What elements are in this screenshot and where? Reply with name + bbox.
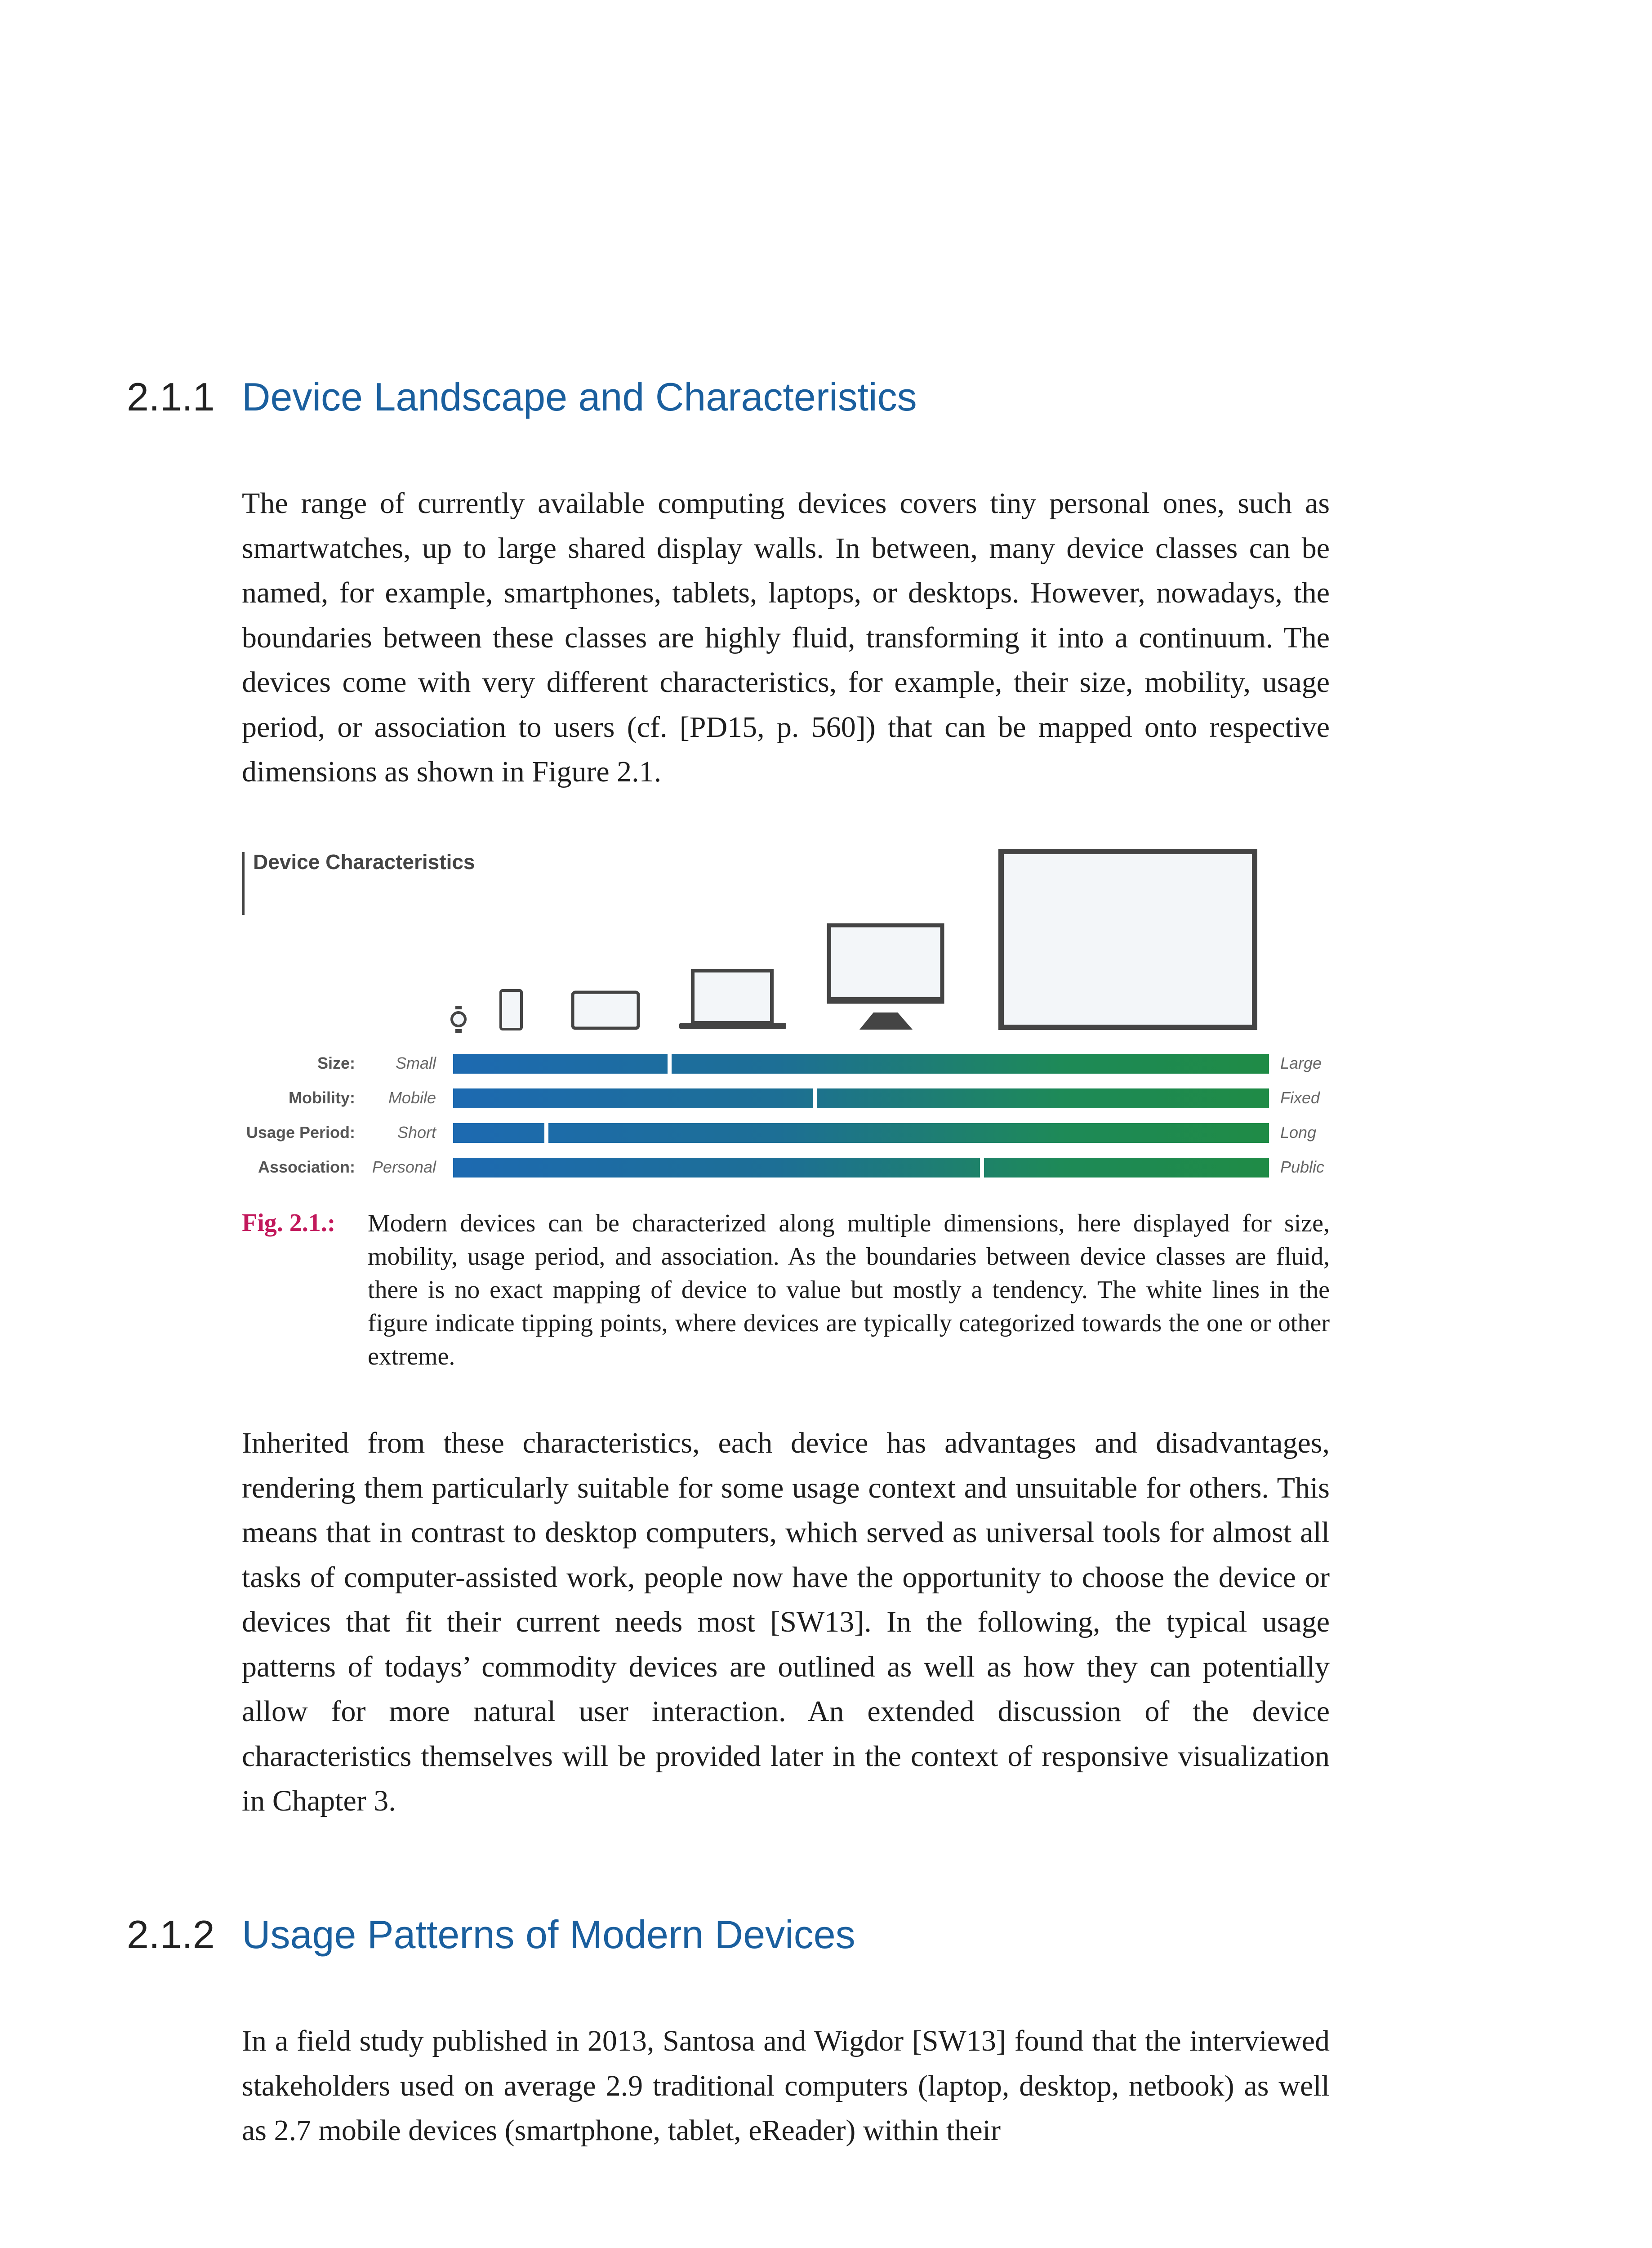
section-title: Usage Patterns of Modern Devices: [242, 1912, 855, 1957]
section-title: Device Landscape and Characteristics: [242, 375, 917, 419]
row-max-size: Large: [1280, 1054, 1322, 1072]
laptop-icon: [679, 971, 786, 1029]
figure-title: Device Characteristics: [253, 850, 475, 874]
device-icons: [445, 845, 1277, 1034]
tipping-point-size: [668, 1054, 672, 1074]
bar-usage-period: [453, 1123, 1269, 1143]
row-min-mobility: Mobile: [388, 1088, 436, 1107]
section-number: 2.1.2: [127, 1912, 215, 1957]
tipping-point-usage-period: [544, 1123, 548, 1143]
bar-association: [453, 1158, 1269, 1178]
figure-accent-bar: [242, 852, 245, 915]
bar-size: [453, 1054, 1269, 1074]
display-wall-icon: [1001, 852, 1255, 1027]
section-heading-2-1-1: [127, 374, 917, 420]
row-min-size: Small: [395, 1054, 436, 1072]
section-heading-2-1-2: [127, 1912, 855, 1958]
row-max-association: Public: [1280, 1158, 1325, 1176]
body-paragraph-3: In a field study published in 2013, Santosa and Wigdor [SW13] found that the interviewed stakeholders used on average 2.9 traditional computers (laptop, desktop, netbook) as well as 2.7 mobile devices (smartphone, tablet, eReader) within their: [242, 2025, 1330, 2147]
section-number: 2.1.1: [127, 375, 215, 419]
row-min-association: Personal: [372, 1158, 436, 1176]
desktop-monitor-icon: [829, 925, 942, 1030]
figure-caption-label: Fig. 2.1.:: [242, 1209, 336, 1237]
smartphone-icon: [501, 990, 521, 1029]
figure-caption-text: Modern devices can be characterized along multiple dimensions, here displayed for size, mobility, usage period, and association. As the boundaries between device classes are fluid, there is no exact mapping of device to value but mostly a tendency. The white lines in the figure indicate tipping points, where devices are typically categorized towards the one or other extreme.: [368, 1209, 1330, 1370]
row-label-size: Size:: [317, 1054, 355, 1072]
row-min-usage-period: Short: [397, 1123, 436, 1142]
body-paragraph-2: Inherited from these characteristics, each device has advantages and disadvantages, rendering them particularly suitable for some usage context and unsuitable for others. This means that in contrast to desktop computers, which served as universal tools for almost all tasks of computer-assisted work, people now have the opportunity to choose the device or devices that fit their current needs most [SW13]. In the following, the typical usage patterns of todays’ commodity devices are outlined as well as how they can potentially allow for more natural user interaction. An extended discussion of the device characteristics themselves will be provided later in the context of responsive visualization in Chapter 3.: [242, 1427, 1330, 1817]
body-paragraph-1: The range of currently available computing devices covers tiny personal ones, such as smartwatches, up to large shared display walls. In between, many device classes can be named, for example, smartphones, tablets, laptops, or desktops. However, nowadays, the boundaries between these classes are highly fluid, transforming it into a continuum. The devices come with very different characteristics, for example, their size, mobility, usage period, or association to users (cf. [PD15, p. 560]) that can be mapped onto respective dimensions as shown in Figure 2.1.: [242, 487, 1330, 788]
row-max-usage-period: Long: [1280, 1123, 1317, 1142]
tipping-point-association: [980, 1158, 984, 1178]
row-max-mobility: Fixed: [1280, 1088, 1320, 1107]
row-label-usage-period: Usage Period:: [246, 1123, 355, 1142]
smartwatch-icon: [452, 1006, 465, 1033]
row-label-association: Association:: [258, 1158, 355, 1176]
tablet-icon: [573, 992, 638, 1028]
bar-mobility: [453, 1088, 1269, 1108]
tipping-point-mobility: [813, 1088, 817, 1108]
row-label-mobility: Mobility:: [289, 1088, 355, 1107]
